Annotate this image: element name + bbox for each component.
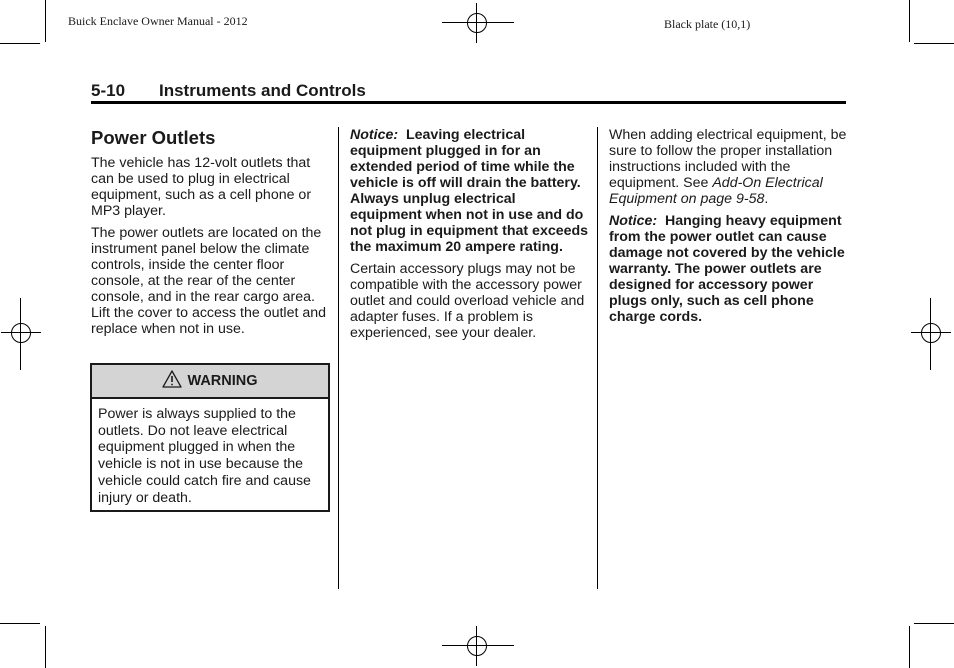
column-divider: [338, 127, 339, 589]
column-3: [609, 127, 847, 331]
plate-label: Black plate (10,1): [664, 17, 751, 31]
manual-title: Buick Enclave Owner Manual - 2012: [68, 14, 248, 28]
paragraph: The vehicle has 12-volt outlets that can be used to plug in electrical equipment, such as a cell phone or MP3 player.: [91, 155, 312, 219]
cross-reference-link[interactable]: Add-On Electrical Equipment on page 9-58: [609, 175, 823, 207]
warning-header: [92, 365, 328, 399]
warning-box: [90, 363, 330, 512]
registration-mark-bottom: [463, 632, 491, 660]
page-heading: Power Outlets: [91, 127, 216, 148]
section-rule: [91, 101, 846, 104]
warning-triangle-icon: [162, 370, 182, 392]
crop-mark: [0, 43, 40, 44]
paragraph: Certain accessory plugs may not be compatible with the accessory power outlet and could overload vehicle and adapter fuses. If a problem is experienced, see your dealer.: [350, 261, 585, 341]
column-divider: [597, 127, 598, 589]
registration-mark-right: [917, 319, 945, 347]
registration-line: [930, 298, 931, 370]
warning-label: WARNING: [187, 373, 258, 389]
notice-text: Leaving electrical equipment plugged in for an extended period of time while the vehicle is off will drain the battery. Always unplug electrical equipment when not in use and do not plug in equipment that exceeds the maximum 20 ampere rating.: [350, 127, 589, 255]
registration-mark-left: [7, 319, 35, 347]
notice-label: Notice:: [609, 213, 658, 229]
paragraph: The power outlets are located on the instrument panel below the climate controls, inside the center floor console, at the rear of the center console, and in the rear cargo area. Lift the cover to access the outlet and replace when not in use.: [91, 225, 327, 337]
paragraph-end: .: [764, 191, 769, 207]
crop-mark: [45, 626, 46, 668]
crop-mark: [909, 626, 910, 668]
paragraph-text: When adding electrical equipment, be sure to follow the proper installation instructions included with the equipment. See: [609, 127, 847, 191]
column-2: [350, 127, 590, 347]
section-title: Instruments and Controls: [159, 81, 366, 100]
warning-text: Power is always supplied to the outlets. Do not leave electrical equipment plugged in when the vehicle is not in use because the vehicle could catch fire and cause injury or death.: [98, 406, 311, 506]
notice-text: Hanging heavy equipment from the power outlet can cause damage not covered by the vehicle warranty. The power outlets are designed for accessory power plugs only, such as cell phone charge cords.: [609, 213, 845, 325]
registration-line: [442, 22, 514, 23]
notice-label: Notice:: [350, 127, 399, 143]
registration-mark-top: [463, 9, 491, 37]
section-header: [91, 81, 846, 101]
crop-mark: [909, 0, 910, 42]
notice: [350, 127, 590, 255]
paragraph: [609, 127, 847, 207]
notice: [609, 213, 847, 325]
crop-mark: [914, 43, 954, 44]
column-1: [91, 127, 327, 343]
crop-mark: [0, 623, 40, 624]
crop-mark: [914, 623, 954, 624]
registration-line: [442, 645, 514, 646]
crop-mark: [45, 0, 46, 42]
page-number: 5-10: [91, 81, 126, 100]
registration-line: [20, 298, 21, 370]
